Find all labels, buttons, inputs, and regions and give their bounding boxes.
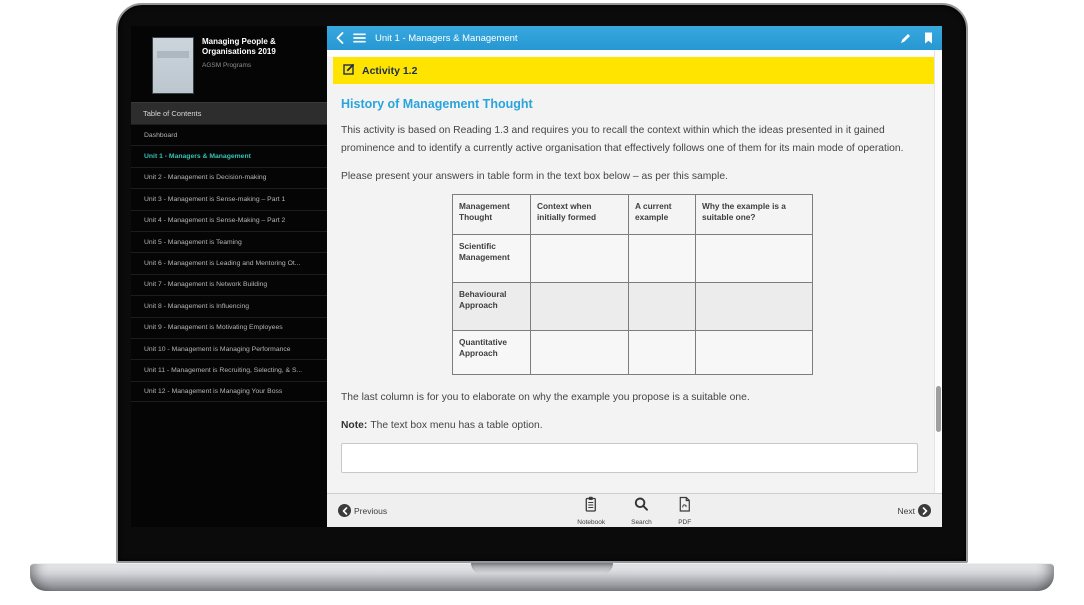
page-title: History of Management Thought — [341, 97, 533, 111]
pdf-label: PDF — [678, 518, 692, 526]
next-arrow-icon — [918, 504, 931, 517]
table-empty-cell — [696, 235, 813, 283]
table-row-label: Behavioural Approach — [453, 283, 531, 331]
toc-item-unit-9[interactable]: Unit 9 - Management is Motivating Employees — [131, 317, 327, 338]
course-cover-thumbnail — [152, 37, 194, 94]
table-empty-cell — [629, 331, 696, 375]
toc-item-unit-6[interactable]: Unit 6 - Management is Leading and Mentoring Ot... — [131, 252, 327, 273]
toc-item-unit-10[interactable]: Unit 10 - Management is Managing Performance — [131, 338, 327, 359]
search-icon — [634, 496, 649, 517]
content-area — [327, 50, 942, 493]
table-header-row — [453, 195, 813, 235]
topbar — [327, 26, 942, 50]
sidebar — [131, 26, 327, 527]
bookmark-icon[interactable] — [924, 32, 933, 44]
pencil-icon[interactable] — [900, 33, 911, 44]
laptop-base — [30, 563, 1054, 591]
activity-banner — [333, 57, 936, 84]
course-header — [131, 26, 327, 102]
table-row — [453, 283, 813, 331]
toc-item-unit-1[interactable]: Unit 1 - Managers & Management — [131, 145, 327, 166]
notebook-label: Notebook — [577, 518, 606, 526]
next-button[interactable] — [898, 504, 931, 517]
table-empty-cell — [531, 331, 629, 375]
toc-item-unit-7[interactable]: Unit 7 - Management is Network Building — [131, 274, 327, 295]
table-empty-cell — [696, 283, 813, 331]
note-label: Note: — [341, 420, 368, 431]
toc-item-unit-11[interactable]: Unit 11 - Management is Recruiting, Selecting, & S... — [131, 359, 327, 380]
main-panel — [327, 26, 942, 527]
course-title: Managing People & Organisations 2019 — [202, 37, 276, 56]
toc-item-dashboard[interactable]: Dashboard — [131, 124, 327, 145]
search-label: Search — [631, 518, 652, 526]
laptop-base-notch — [471, 563, 613, 574]
sample-table — [452, 194, 813, 375]
table-empty-cell — [629, 283, 696, 331]
toc-list — [131, 124, 327, 402]
app-viewport — [131, 26, 942, 527]
answer-textbox[interactable] — [341, 443, 918, 473]
table-empty-cell — [629, 235, 696, 283]
toc-item-unit-8[interactable]: Unit 8 - Management is Influencing — [131, 295, 327, 316]
pdf-icon — [678, 496, 692, 517]
table-header-cell: Context when initially formed — [531, 195, 629, 235]
unit-title: Unit 1 - Managers & Management — [375, 32, 518, 44]
table-header-cell: Why the example is a suitable one? — [696, 195, 813, 235]
scrollbar-thumb[interactable] — [936, 386, 941, 432]
previous-arrow-icon — [338, 504, 351, 517]
notebook-icon — [584, 496, 598, 517]
table-empty-cell — [696, 331, 813, 375]
table-header-cell: Management Thought — [453, 195, 531, 235]
search-button[interactable] — [631, 496, 652, 526]
paragraph-intro: This activity is based on Reading 1.3 and requires you to recall the context within which the ideas presented in it gained prominence and to identify a currently active organisation that effectively follows one of them for its main mode of operation. — [341, 125, 904, 154]
next-label: Next — [897, 505, 915, 516]
note-line — [341, 417, 918, 435]
pencil-square-icon — [343, 63, 355, 78]
toc-item-unit-5[interactable]: Unit 5 - Management is Teaming — [131, 231, 327, 252]
toc-item-unit-4[interactable]: Unit 4 - Management is Sense-Making – Part 2 — [131, 210, 327, 231]
table-row — [453, 331, 813, 375]
previous-label: Previous — [354, 505, 388, 516]
previous-button[interactable] — [338, 504, 387, 517]
notebook-button[interactable] — [577, 496, 605, 526]
table-row — [453, 235, 813, 283]
back-chevron-icon[interactable] — [336, 32, 344, 44]
scrollbar[interactable] — [934, 50, 942, 493]
table-row-label: Scientific Management — [453, 235, 531, 283]
toc-item-unit-2[interactable]: Unit 2 - Management is Decision-making — [131, 167, 327, 188]
paragraph-last-column: The last column is for you to elaborate on why the example you propose is a suitable one. — [341, 392, 750, 403]
table-empty-cell — [531, 235, 629, 283]
cover-stripe — [157, 51, 189, 58]
toc-item-unit-12[interactable]: Unit 12 - Management is Managing Your Boss — [131, 381, 327, 402]
hamburger-icon[interactable] — [353, 33, 366, 43]
pdf-button[interactable] — [678, 496, 692, 526]
course-subtitle: AGSM Programs — [202, 62, 252, 69]
table-row-label: Quantitative Approach — [453, 331, 531, 375]
table-header-cell: A current example — [629, 195, 696, 235]
toc-item-unit-3[interactable]: Unit 3 - Management is Sense-making – Part 1 — [131, 188, 327, 209]
activity-label: Activity 1.2 — [362, 64, 418, 77]
laptop-screen — [116, 3, 968, 563]
footer-tools — [577, 496, 691, 526]
paragraph-instruction: Please present your answers in table form in the text box below – as per this sample. — [341, 171, 728, 182]
bottom-navbar — [327, 493, 942, 527]
table-empty-cell — [531, 283, 629, 331]
toc-title: Table of Contents — [131, 102, 327, 124]
note-text: The text box menu has a table option. — [370, 420, 543, 431]
